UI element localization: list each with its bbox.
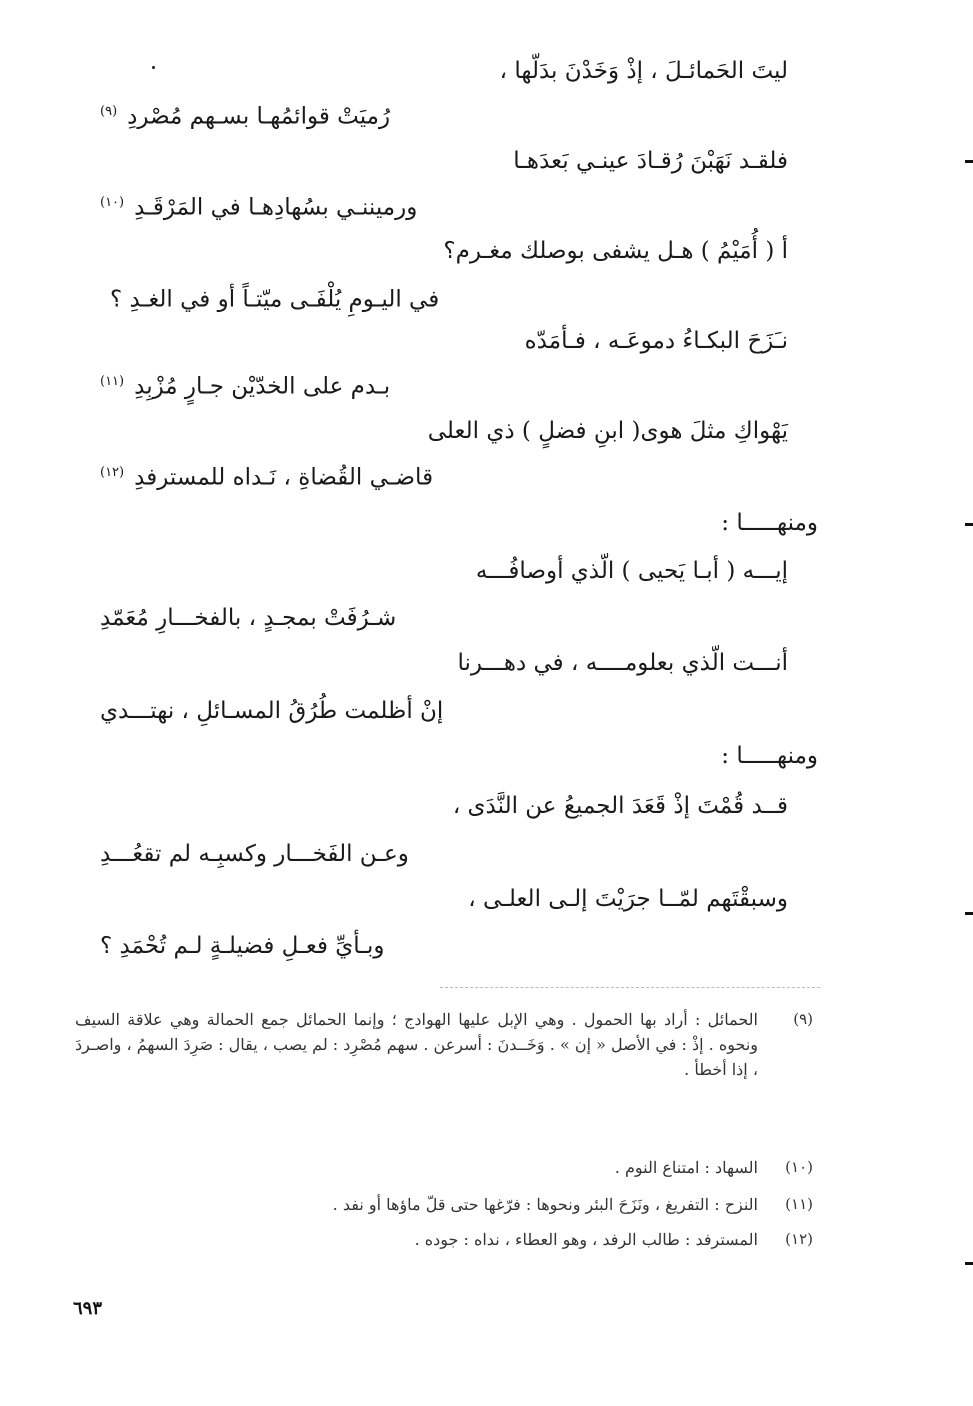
footnote-number: (٩) [793, 1010, 813, 1028]
footnote-text: النزح : التفريغ ، ونَزَحَ البئر ونحوها : فرّغها حتى قلّ ماؤها أو نفد . [332, 1195, 758, 1214]
footnote-number: (١٢) [785, 1230, 813, 1248]
footnote-11 [0, 1193, 973, 1219]
poem-line: ورميننـي بسُهادِهـا في المَرْقَـدِ$^{(١٠)}$ [100, 194, 418, 221]
poem-line: وسبقْتَهم لمّــا جرَيْتَ إلـى العلـى ، [468, 886, 788, 912]
poem-line: أنـــت الّذي بعلومــــه ، في دهـــرنا [457, 650, 788, 676]
poem-line: أ ( أُمَيْمُ ) هـل يشفى بوصلك مغـرم؟ [443, 238, 788, 264]
poem-line: وعـن الفَخـــار وكسبِـه لم تقعُـــدِ [100, 841, 409, 867]
footnote-ref: (١٠) [100, 195, 125, 210]
poem-line: رُميَتْ قوائمُهـا بسـهم مُصْردِ$^{(٩)}$ [100, 103, 391, 130]
ink-dot [152, 66, 155, 69]
footnote-10 [0, 1156, 973, 1182]
poem-line: شـرُفَتْ بمجـدٍ ، بالفخـــارِ مُعَمّدِ [100, 605, 397, 631]
section-heading: ومنهـــــا : [721, 510, 818, 536]
footnote-9 [0, 1008, 973, 1128]
scan-edge-mark [965, 523, 973, 526]
scan-edge-mark [965, 160, 973, 163]
footnote-12 [0, 1228, 973, 1254]
poem-line: يَهْواكِ مثلَ هوى( ابنِ فضلٍ ) ذي العلى [427, 418, 788, 444]
footnote-text: الحمائل : أراد بها الحمول . وهي الإبل عليها الهوادج ؛ وإنما الحمائل جمع الحمالة وهي علاقة السيف ونحوه . إذْ : في الأصل « إن » . وَخَــدنَ : أسرعن . سهم مُصْرِد : لم يصب ، يقال : صَرِدَ السهمُ ، واصـردَ ، إذا أخطأ . [75, 1010, 758, 1079]
poem-line: وبـأيِّ فعـلِ فضيلـةٍ لـم تُحْمَدِ ؟ [100, 933, 385, 959]
footnote-text: المسترفد : طالب الرفد ، وهو العطاء ، نداه : جوده . [414, 1230, 758, 1249]
poem-line: قــد قُمْتَ إذْ قَعَدَ الجميعُ عن النَّدَى ، [452, 793, 788, 819]
poem-line: فلقـد نَهَبْنَ رُقـادَ عينـي بَعدَهـا [513, 148, 788, 174]
poem-line: قاضـي القُضاةِ ، نَـداه للمسترفدِ$^{(١٢)}$ [100, 464, 434, 491]
footnote-text: السهاد : امتناع النوم . [614, 1158, 758, 1177]
poem-line: نـَزَحَ البكـاءُ دموعَـه ، فـأمَدّه [524, 328, 788, 354]
poem-line: ليتَ الحَمائـلَ ، إذْ وَخَدْنَ بدَلّها ، [499, 58, 788, 84]
poem-line: إيـــه ( أبـا يَحيى ) الّذي أوصافُـــه [475, 558, 788, 584]
scan-edge-mark [965, 1262, 973, 1265]
footnote-ref: (١٢) [100, 465, 125, 480]
section-heading: ومنهـــــا : [721, 743, 818, 769]
page-number: ٦٩٣ [73, 1298, 103, 1319]
footnote-separator [440, 987, 820, 988]
footnote-ref: (٩) [100, 104, 118, 119]
poem-line: إنْ أظلمت طُرُقُ المسـائلِ ، نهتـــدي [100, 698, 444, 724]
footnote-number: (١١) [785, 1195, 813, 1213]
scan-edge-mark [965, 912, 973, 915]
poem-line: في اليـومِ يُلْفَـى ميّتـاً أو في الغـدِ ؟ [110, 286, 440, 313]
footnote-ref: (١١) [100, 374, 125, 389]
footnote-number: (١٠) [785, 1158, 813, 1176]
poem-line: بـدم على الخدّيْن جـارٍ مُزْبِدِ$^{(١١)}$ [100, 373, 391, 400]
